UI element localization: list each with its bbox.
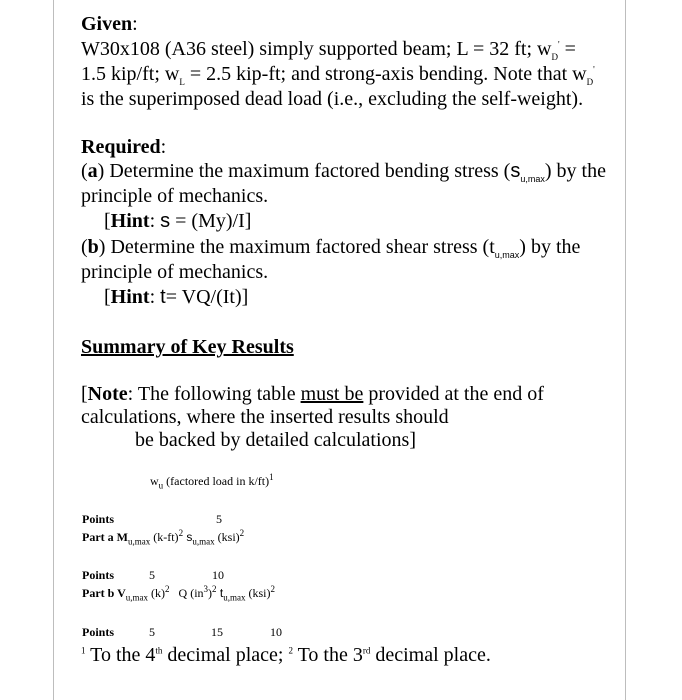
required-heading: Required: <box>81 136 167 158</box>
part-a-row: Part a $M_{u,max}$ $(k-ft)^2$ $s_{u,max}$ (ksi)$^2$ <box>82 528 245 547</box>
row2-points-value-b: 10 <box>212 568 224 582</box>
row1-points-label: Points <box>82 512 115 526</box>
required-part-b: (b) Determine the maximum factored shear stress $(t_{u,max})$ by the <box>81 236 581 260</box>
row3-points-value-a: 5 <box>149 625 155 639</box>
required-part-a-line-2: principle of mechanics. <box>81 185 269 207</box>
page-border-right <box>625 0 626 700</box>
given-heading: Given: <box>81 13 138 35</box>
note-line-1: [Note: The following table must be provided at the end of <box>81 383 544 405</box>
row3-points-label: Points <box>82 625 115 639</box>
page-border-left <box>53 0 54 700</box>
required-part-a: (a) Determine the maximum factored bending stress $(s_{u,max})$ by the <box>81 160 606 184</box>
note-line-3: be backed by detailed calculations] <box>135 429 416 451</box>
row1-points-value: 5 <box>216 512 222 526</box>
part-b-row: Part b $V_{u,max}$ $(k)^2$ Q $(in^3)^2$ $t_{u,max}$ (ksi)$^2$ <box>82 584 275 603</box>
row2-points-label: Points <box>82 568 115 582</box>
given-line-2: 1.5 kip/ft; $w_L = 2.5$ kip-ft; and strong-axis bending. Note that $w_D'$ <box>81 63 595 87</box>
wu-label: $w_u$ (factored load in k/ft)$^1$ <box>150 472 274 491</box>
note-line-2: calculations, where the inserted results should <box>81 406 449 428</box>
hint-a: [Hint: s = (My)/I] <box>104 210 252 232</box>
given-line-3: is the superimposed dead load (i.e., excluding the self-weight). <box>81 88 584 110</box>
row3-points-value-b: 15 <box>211 625 223 639</box>
row3-points-value-c: 10 <box>270 625 282 639</box>
hint-b: [Hint: t= VQ/(It)] <box>104 286 249 308</box>
summary-title: Summary of Key Results <box>81 336 294 358</box>
row2-points-value-a: 5 <box>149 568 155 582</box>
given-line-1: W30x108 (A36 steel) simply supported beam; L = 32 ft; $w_D'$ = <box>81 38 576 62</box>
required-part-b-line-2: principle of mechanics. <box>81 261 269 283</box>
footnote: $^1$ To the 4th decimal place; $^2$ To the 3rd decimal place. <box>81 644 491 666</box>
